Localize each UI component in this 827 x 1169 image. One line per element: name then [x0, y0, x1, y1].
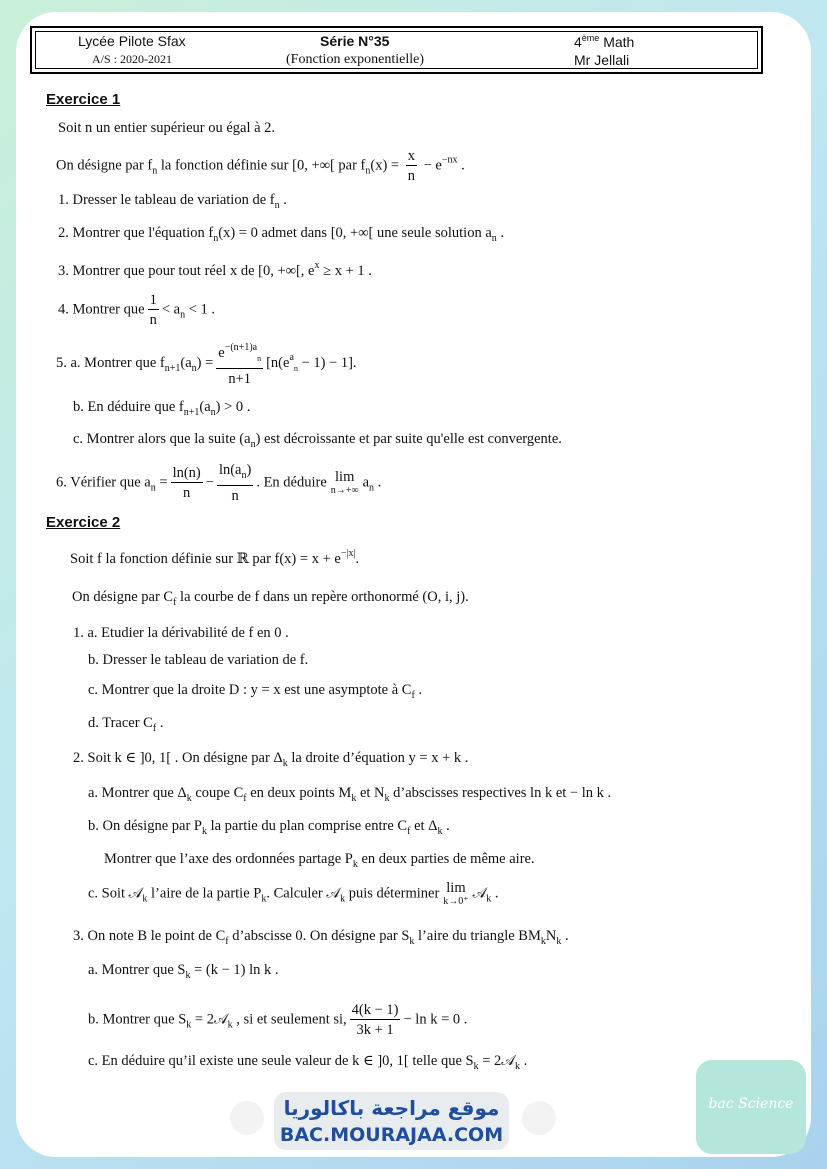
text: b. On désigne par P	[88, 818, 202, 834]
limit	[443, 880, 468, 908]
text: (a	[199, 399, 211, 415]
sub-k: k	[556, 936, 562, 947]
sub-k: k	[340, 893, 346, 905]
denominator: n	[231, 488, 239, 504]
lim-word: lim	[335, 469, 355, 485]
text: l’aire de la partie P	[147, 885, 262, 902]
ex1-q5b	[73, 399, 250, 418]
text: , si et seulement si,	[232, 1011, 347, 1028]
sub-n: n	[241, 470, 247, 481]
text: = (k − 1) ln k .	[190, 962, 279, 978]
footer-arabic-title[interactable]: موقع مراجعة باكالوريا	[283, 1096, 500, 1120]
text: .	[442, 818, 450, 834]
text: c. Montrer que la droite D : y = x est une asymptote à C	[88, 682, 412, 698]
text: < 1 .	[185, 301, 216, 318]
sub-f: f	[407, 826, 411, 837]
ex2-q2b-line2	[104, 851, 535, 870]
ex2-intro	[70, 548, 359, 568]
denominator: n	[407, 168, 415, 184]
text: 𝒜	[472, 885, 487, 902]
numerator: ln(n)	[172, 465, 201, 481]
text: = 2𝒜	[191, 1011, 228, 1028]
text: (x) =	[370, 157, 403, 174]
sub-k: k	[486, 893, 492, 905]
text: (a	[180, 354, 192, 371]
denominator: n	[149, 312, 157, 328]
fraction-ln-an	[217, 462, 253, 504]
sub-k: k	[261, 893, 267, 905]
text: )	[246, 462, 252, 478]
ex2-q2a	[88, 785, 611, 804]
numerator	[216, 340, 263, 369]
text: .	[561, 928, 569, 944]
lim-sub: n→+∞	[330, 485, 359, 496]
sub-n: n	[152, 165, 158, 177]
class-num: 4	[574, 34, 582, 50]
text: Montrer que l’axe des ordonnées partage P	[104, 851, 353, 867]
denominator: 3k + 1	[356, 1022, 394, 1038]
text: − ln k = 0 .	[403, 1011, 468, 1028]
text: ≥ x + 1 .	[319, 263, 372, 279]
sub-f: f	[173, 597, 177, 608]
series-topic: (Fonction exponentielle)	[286, 52, 425, 67]
denominator: n	[183, 485, 191, 501]
sub-n: n	[180, 309, 186, 321]
fraction-4k	[350, 1002, 401, 1038]
text: et N	[356, 785, 385, 801]
text: 2. Soit k ∈ ]0, 1[ . On désigne par Δ	[73, 750, 283, 766]
ex2-q3c	[88, 1053, 527, 1072]
school-name: Lycée Pilote Sfax	[78, 33, 186, 49]
text: la droite d’équation y = x + k .	[287, 750, 469, 766]
numerator	[217, 462, 253, 486]
numerator: 4(k − 1)	[351, 1002, 399, 1018]
text: la fonction définie sur [0, +∞[ par f	[157, 157, 366, 174]
ex2-q1b: b. Dresser le tableau de variation de f.	[88, 652, 309, 668]
class-level	[574, 33, 634, 50]
teacher-name: Mr Jellali	[574, 52, 630, 68]
sub-k: k	[282, 758, 288, 769]
sub-n: n	[369, 482, 375, 494]
text: =	[155, 474, 168, 491]
text: .	[355, 551, 360, 567]
text: c. Soit 𝒜	[88, 885, 143, 902]
sub-k: k	[515, 1061, 521, 1072]
sub-n: n	[250, 439, 256, 450]
exponent: −(n+1)a	[224, 342, 258, 353]
ex1-q4	[58, 292, 215, 328]
sub-k: k	[473, 1061, 479, 1072]
text: en deux parties de même aire.	[357, 851, 535, 867]
text: puis déterminer	[345, 885, 440, 902]
text: Soit f la fonction définie sur ℝ par f(x) = x + e	[70, 551, 341, 567]
ex2-q2b	[88, 818, 450, 837]
text: l’aire du triangle BM	[414, 928, 541, 944]
sub-k: k	[186, 1019, 192, 1031]
text: b. Montrer que S	[88, 1011, 187, 1028]
text: − e	[419, 157, 442, 174]
sub-n: n	[150, 482, 156, 494]
text: la partie du plan comprise entre C	[206, 818, 408, 834]
text: a. Montrer que Δ	[88, 785, 187, 801]
exponent: a	[289, 351, 294, 363]
text: 3. On note B le point de C	[73, 928, 226, 944]
text: d’abscisses respectives ln k et − ln k .	[389, 785, 612, 801]
limit	[331, 469, 359, 497]
ex2-q1a: 1. a. Etudier la dérivabilité de f en 0 .	[73, 625, 289, 641]
text: c. Montrer alors que la suite (a	[73, 431, 251, 447]
ex1-intro: Soit n un entier supérieur ou égal à 2.	[58, 120, 276, 136]
text: coupe C	[191, 785, 244, 801]
text: − 1) − 1].	[297, 354, 357, 371]
school-year: A/S : 2020-2021	[92, 52, 173, 66]
ex1-q2: 2. Montrer que l'équation $f_n(x) = 0$ admet dans [0, +∞[ une seule solution $a_n$ .	[58, 225, 505, 244]
exercise-1-title: Exercice 1	[46, 91, 121, 108]
ex1-q1: 1. Dresser le tableau de variation de $f_n$ .	[58, 192, 287, 211]
text: d’abscisse 0. On désigne par S	[228, 928, 410, 944]
ex1-q6	[56, 462, 381, 504]
sub-n: n	[191, 362, 197, 374]
sub: n+1	[164, 362, 181, 374]
text: ) =	[196, 354, 214, 371]
lim-word: lim	[446, 880, 466, 896]
ex2-q1c: c. Montrer que la droite D : y = x est une asymptote à $C_f$ .	[88, 682, 423, 701]
text: (x) = 0 admet dans [0, +∞[ une seule solution a	[218, 225, 492, 241]
text: 1. Dresser le tableau de variation de f	[58, 192, 275, 208]
exponent: −nx	[441, 154, 458, 166]
sub-f: f	[152, 723, 157, 734]
text: . En déduire	[256, 474, 327, 491]
text: 4. Montrer que	[58, 301, 145, 318]
fraction-x-over-n	[406, 148, 417, 184]
ex2-q3a	[88, 962, 279, 981]
series-number: Série N°35	[320, 33, 390, 49]
sub-n: n	[210, 407, 216, 418]
exercise-2-title: Exercice 2	[46, 514, 121, 531]
text: c. En déduire qu’il existe une seule valeur de k ∈ ]0, 1[ telle que S	[88, 1053, 474, 1069]
ex2-q1d: d. Tracer $C_f$ .	[88, 715, 164, 734]
sub-n: n	[293, 363, 298, 373]
sub-k: k	[142, 893, 148, 905]
sub-f: f	[243, 793, 247, 804]
text: ) > 0 .	[215, 399, 251, 415]
text: et Δ	[410, 818, 438, 834]
header-box	[30, 26, 763, 74]
ex2-q3	[73, 928, 569, 947]
ex2-curve	[72, 589, 469, 608]
text: a. Montrer que S	[88, 962, 186, 978]
ex2-q2c	[88, 880, 499, 908]
left-logo-icon	[230, 1101, 264, 1135]
text: . Calculer 𝒜	[266, 885, 341, 902]
right-logo-icon	[522, 1101, 556, 1135]
exponent: x	[314, 260, 320, 271]
text: N	[545, 928, 557, 944]
text: On désigne par C	[72, 589, 174, 605]
fraction-1-over-n	[148, 292, 159, 328]
text: d. Tracer C	[88, 715, 153, 731]
sub: n	[257, 354, 262, 363]
sub-n: n	[365, 165, 371, 177]
text: .	[374, 474, 382, 491]
fraction-ln-n	[171, 465, 203, 501]
sub-k: k	[437, 826, 443, 837]
text: 5. a. Montrer que f	[56, 354, 165, 371]
sub-k: k	[540, 936, 546, 947]
sub-k: k	[185, 970, 191, 981]
exponent: −|x|	[340, 548, 356, 559]
numerator: 1	[149, 292, 157, 308]
sub: n+1	[183, 407, 200, 418]
footer-url-link[interactable]: BAC.MOURAJAA.COM	[279, 1124, 504, 1146]
text: en deux points M	[246, 785, 352, 801]
sub-k: k	[351, 793, 357, 804]
class-sup: ème	[581, 33, 600, 43]
text: On désigne par f	[56, 157, 153, 174]
ex2-q2	[73, 750, 468, 769]
sub-k: k	[352, 859, 358, 870]
sub-k: k	[186, 793, 192, 804]
text: .	[520, 1053, 528, 1069]
denominator: n+1	[228, 371, 252, 387]
text: b. En déduire que f	[73, 399, 184, 415]
class-subject: Math	[599, 34, 635, 50]
sub-k: k	[201, 826, 207, 837]
text: la courbe de f dans un repère orthonormé (O, i, j).	[176, 589, 469, 605]
text: < a	[161, 301, 181, 318]
text: .	[491, 885, 499, 902]
text: 3. Montrer que pour tout réel x de [0, +∞[, e	[58, 263, 315, 279]
text: ) est décroissante et par suite qu'elle est convergente.	[255, 431, 562, 447]
sub-k: k	[409, 936, 415, 947]
bac-science-logo-text: bac Science	[708, 1096, 794, 1112]
numerator: x	[407, 148, 415, 164]
sub-f: f	[411, 690, 415, 701]
text: −	[205, 474, 214, 491]
ex1-q5c	[73, 431, 562, 450]
fraction-exp-over-n1	[216, 340, 263, 387]
text: = 2𝒜	[478, 1053, 516, 1069]
sub-k: k	[384, 793, 390, 804]
text: ln(a	[218, 462, 242, 478]
ex1-q3	[58, 260, 372, 280]
text: 2. Montrer que l'équation f	[58, 225, 214, 241]
sub-n: n	[213, 233, 219, 244]
ex2-q3b	[88, 1002, 467, 1038]
bac-science-logo	[696, 1060, 806, 1154]
lim-sub: k→0⁺	[443, 896, 469, 907]
text: a	[362, 474, 370, 491]
sub-f: f	[225, 936, 229, 947]
sub-k: k	[227, 1019, 233, 1031]
ex1-definition	[56, 148, 465, 184]
sub-n: n	[274, 200, 280, 211]
ex1-q5a	[56, 340, 357, 387]
text: .	[457, 157, 465, 174]
text: 6. Vérifier que a	[56, 474, 151, 491]
e: e	[218, 345, 225, 361]
sub-n: n	[491, 233, 497, 244]
text: [n(e	[266, 354, 290, 371]
